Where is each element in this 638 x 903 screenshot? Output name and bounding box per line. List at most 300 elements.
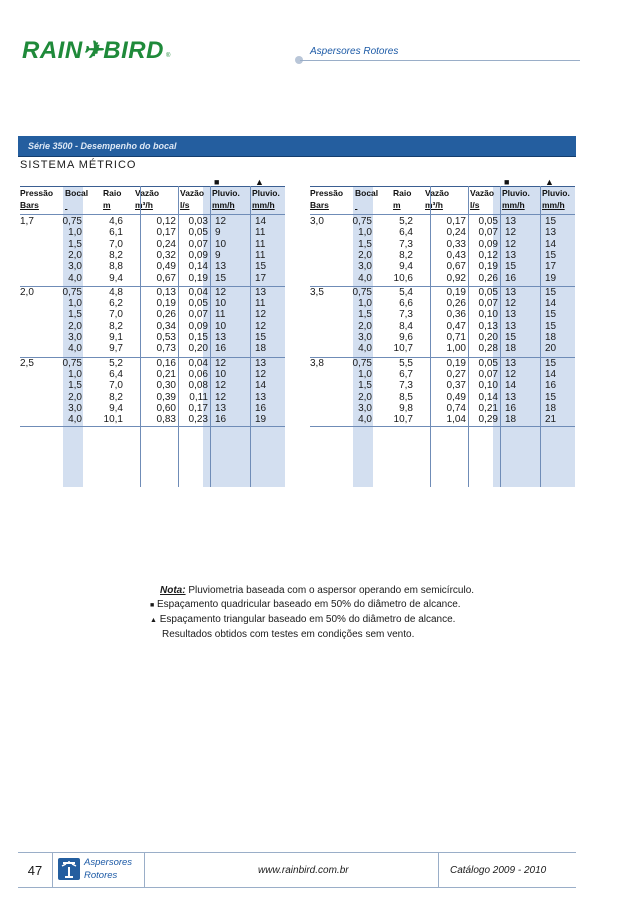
table-cell: 9,4	[109, 272, 123, 284]
column-header	[393, 187, 411, 211]
table-cell: 4,8	[109, 286, 123, 298]
table-cell: 4,0	[358, 343, 372, 355]
table-cell: 0,34	[156, 320, 176, 332]
column-header	[470, 187, 494, 211]
table-cell: 4,0	[68, 414, 82, 426]
table-cell: 12	[255, 368, 267, 380]
table-cell: 0,33	[446, 238, 466, 250]
column-header-line-1: Pluvio.	[542, 188, 570, 198]
table-cell: 0,04	[188, 357, 208, 369]
table-cell: 6,2	[109, 298, 123, 310]
table-cell: 0,07	[188, 309, 208, 321]
table-cell: 8,8	[109, 261, 123, 273]
note-line-2: Espaçamento quadricular baseado em 50% do diâmetro de alcance.	[157, 599, 461, 610]
table-cell: 0,29	[478, 414, 498, 426]
column-header-line-1: Pressão	[310, 188, 344, 198]
registered-mark: ®	[165, 53, 171, 59]
table-cell: 13	[505, 249, 517, 261]
table-cell: 10	[215, 368, 227, 380]
table-cell: 1,0	[68, 227, 82, 239]
table-cell: 18	[505, 414, 517, 426]
table-cell: 0,27	[446, 368, 466, 380]
table-cell: 11	[255, 298, 266, 310]
table-cell: 0,73	[156, 343, 176, 355]
table-cell: 0,07	[188, 238, 208, 250]
table-cell: 2,0	[68, 391, 82, 403]
table-cell: 12	[215, 216, 227, 227]
table-cell: 2,0	[68, 320, 82, 332]
performance-table-right	[310, 176, 575, 487]
table-cell: 0,19	[446, 357, 466, 369]
triangle-marker-icon: ▲	[255, 177, 264, 187]
table-cell: 5,2	[399, 216, 413, 227]
table-cell: 6,1	[109, 227, 123, 239]
table-cell: 16	[215, 343, 227, 355]
table-cell: 13	[505, 357, 517, 369]
table-cell: 19	[545, 272, 557, 284]
table-cell: 12	[505, 298, 517, 310]
table-cell: 3,0	[68, 261, 82, 273]
table-cell: 0,06	[188, 368, 208, 380]
table-cell: 10	[215, 320, 227, 332]
table-cell: 9,1	[109, 332, 123, 343]
triangle-marker-icon: ▲	[150, 617, 157, 624]
column-header	[135, 187, 159, 211]
table-cell: 0,07	[478, 368, 498, 380]
table-cell: 13	[505, 309, 517, 321]
table-cell: 10,6	[393, 272, 413, 284]
group-divider	[310, 357, 575, 358]
table-bottom-rule	[20, 426, 285, 427]
table-cell: 3,0	[358, 332, 372, 343]
pressure-value: 2,0	[20, 286, 34, 298]
table-cell: 17	[255, 272, 267, 284]
table-cell: 0,10	[478, 380, 498, 392]
table-cell: 0,04	[188, 286, 208, 298]
table-cell: 0,26	[446, 298, 466, 310]
table-cell: 0,43	[446, 249, 466, 261]
column-header	[20, 187, 53, 211]
table-cell: 0,32	[156, 249, 176, 261]
table-cell: 12	[215, 286, 227, 298]
table-cell: 0,26	[156, 309, 176, 321]
table-cell: 0,23	[188, 414, 208, 426]
table-cell: 13	[505, 286, 517, 298]
table-cell: 3,0	[68, 332, 82, 343]
column-separator	[540, 186, 541, 487]
table-cell: 0,07	[478, 227, 498, 239]
note-line-3: Espaçamento triangular baseado em 50% do diâmetro de alcance.	[159, 614, 456, 625]
brand-name: RAIN✈BIRD	[22, 36, 164, 64]
table-cell: 16	[215, 414, 227, 426]
column-header	[425, 187, 449, 211]
table-cell: 13	[215, 332, 227, 343]
table-cell: 1,0	[68, 368, 82, 380]
column-header-line-1: Vazão	[180, 188, 205, 198]
page-footer	[18, 852, 576, 888]
pressure-value: 3,8	[310, 357, 324, 369]
table-cell: 0,05	[188, 227, 208, 239]
table-cell: 9	[215, 249, 221, 261]
column-header-line-2: Bars	[20, 200, 39, 210]
table-cell: 14	[545, 368, 557, 380]
column-header-line-2: mm/h	[252, 200, 275, 210]
note-line-4: Resultados obtidos com testes em condições sem vento.	[162, 629, 415, 640]
footer-section-line-2: Rotores	[84, 870, 118, 881]
column-header-line-2: l/s	[180, 200, 190, 210]
pressure-value: 1,7	[20, 216, 34, 227]
table-cell: 15	[545, 216, 557, 227]
column-header-line-2: mm/h	[542, 200, 565, 210]
table-cell: 10,7	[393, 414, 413, 426]
table-cell: 13	[505, 391, 517, 403]
table-cell: 1,0	[358, 368, 372, 380]
table-cell: 0,75	[352, 286, 372, 298]
table-cell: 0,39	[156, 391, 176, 403]
square-marker-icon: ■	[214, 177, 220, 187]
table-cell: 0,05	[478, 286, 498, 298]
header-bottom-rule	[310, 214, 575, 215]
table-cell: 0,71	[446, 332, 466, 343]
table-cell: 6,7	[399, 368, 413, 380]
table-cell: 0,75	[352, 216, 372, 227]
pressure-value: 3,0	[310, 216, 324, 227]
table-cell: 0,53	[156, 332, 176, 343]
column-header-line-2: m³/h	[425, 200, 443, 210]
table-cell: 0,67	[156, 272, 176, 284]
table-cell: 15	[545, 391, 557, 403]
table-cell: 13	[255, 391, 267, 403]
triangle-marker-icon: ▲	[545, 177, 554, 187]
column-header-line-1: Pluvio.	[252, 188, 280, 198]
table-cell: 5,2	[109, 357, 123, 369]
section-title: Série 3500 - Desempenho do bocal	[28, 141, 177, 151]
table-cell: 12	[505, 368, 517, 380]
table-cell: 0,30	[156, 380, 176, 392]
table-cell: 7,0	[109, 309, 123, 321]
table-cell: 1,5	[358, 238, 372, 250]
table-cell: 12	[505, 238, 517, 250]
pressure-value: 2,5	[20, 357, 34, 369]
table-cell: 2,0	[358, 320, 372, 332]
column-header	[212, 187, 240, 211]
column-header-line-1: Pluvio.	[212, 188, 240, 198]
table-cell: 0,75	[352, 357, 372, 369]
group-divider	[310, 286, 575, 287]
table-cell: 10	[215, 298, 227, 310]
column-header-line-2	[355, 199, 378, 211]
table-cell: 0,67	[446, 261, 466, 273]
table-cell: 6,4	[109, 368, 123, 380]
table-cell: 0,28	[478, 343, 498, 355]
header-bottom-rule	[20, 214, 285, 215]
table-cell: 7,3	[399, 309, 413, 321]
table-cell: 7,0	[109, 380, 123, 392]
table-cell: 0,17	[446, 216, 466, 227]
table-cell: 0,09	[188, 320, 208, 332]
table-cell: 15	[545, 309, 557, 321]
table-cell: 0,13	[478, 320, 498, 332]
column-header	[65, 187, 88, 211]
column-header-line-2: m	[393, 200, 401, 210]
table-cell: 12	[215, 380, 227, 392]
table-cell: 9,4	[399, 261, 413, 273]
table-cell: 0,12	[156, 216, 176, 227]
table-cell: 13	[255, 286, 267, 298]
column-header-line-2: m³/h	[135, 200, 153, 210]
table-cell: 0,19	[188, 272, 208, 284]
column-header	[103, 187, 121, 211]
column-header-line-2	[65, 199, 88, 211]
table-cell: 1,0	[358, 227, 372, 239]
table-cell: 5,4	[399, 286, 413, 298]
table-cell: 16	[505, 402, 517, 414]
section-bar	[18, 136, 576, 157]
column-header-line-2: mm/h	[502, 200, 525, 210]
column-header-line-1: Bocal	[65, 188, 89, 198]
group-divider	[20, 357, 285, 358]
table-cell: 9,6	[399, 332, 413, 343]
column-separator	[178, 186, 179, 487]
column-header-line-1: Pluvio.	[502, 188, 530, 198]
footer-separator	[438, 853, 439, 887]
performance-table-left	[20, 176, 285, 487]
table-cell: 0,83	[156, 414, 176, 426]
table-cell: 0,21	[156, 368, 176, 380]
table-cell: 0,24	[446, 227, 466, 239]
table-cell: 12	[255, 320, 267, 332]
table-cell: 1,0	[358, 298, 372, 310]
table-cell: 12	[505, 227, 517, 239]
column-separator	[500, 186, 501, 487]
table-cell: 15	[215, 272, 227, 284]
system-subtitle: SISTEMA MÉTRICO	[20, 159, 137, 171]
table-cell: 0,08	[188, 380, 208, 392]
table-cell: 1,5	[358, 309, 372, 321]
table-cell: 0,75	[62, 216, 82, 227]
table-cell: 4,6	[109, 216, 123, 227]
table-cell: 13	[215, 261, 227, 273]
footer-section-line-1: Aspersores	[84, 857, 133, 868]
table-cell: 0,16	[156, 357, 176, 369]
table-cell: 18	[545, 402, 557, 414]
table-cell: 0,12	[478, 249, 498, 261]
column-separator	[468, 186, 469, 487]
table-cell: 8,2	[109, 391, 123, 403]
column-header-line-1: Raio	[393, 188, 412, 198]
table-cell: 0,09	[478, 238, 498, 250]
rain-bird-logo	[22, 36, 170, 64]
table-cell: 0,05	[188, 298, 208, 310]
table-cell: 13	[545, 227, 557, 239]
table-cell: 0,49	[446, 391, 466, 403]
table-cell: 0,20	[478, 332, 498, 343]
table-cell: 3,0	[68, 402, 82, 414]
table-cell: 1,5	[358, 380, 372, 392]
table-cell: 4,0	[68, 272, 82, 284]
header-divider	[300, 60, 580, 61]
table-cell: 7,3	[399, 380, 413, 392]
table-cell: 9,7	[109, 343, 123, 355]
table-cell: 4,0	[358, 414, 372, 426]
table-cell: 6,6	[399, 298, 413, 310]
table-cell: 3,0	[358, 402, 372, 414]
table-cell: 0,37	[446, 380, 466, 392]
square-marker-icon: ■	[150, 602, 155, 609]
column-separator	[250, 186, 251, 487]
table-cell: 15	[545, 320, 557, 332]
table-cell: 19	[255, 414, 267, 426]
table-cell: 0,14	[188, 261, 208, 273]
note-line-1: Pluviometria baseada com o aspersor operando em semicírculo.	[188, 585, 475, 596]
table-cell: 11	[255, 249, 266, 261]
table-cell: 8,2	[109, 249, 123, 261]
footer-section	[84, 856, 132, 882]
table-cell: 0,75	[62, 357, 82, 369]
square-marker-icon: ■	[504, 177, 510, 187]
table-cell: 0,75	[62, 286, 82, 298]
column-header	[310, 187, 343, 211]
table-cell: 13	[505, 320, 517, 332]
sprinkler-icon	[58, 858, 80, 880]
table-cell: 6,4	[399, 227, 413, 239]
table-cell: 14	[505, 380, 517, 392]
table-cell: 16	[505, 272, 517, 284]
table-cell: 0,74	[446, 402, 466, 414]
table-cell: 8,2	[399, 249, 413, 261]
table-cell: 1,5	[68, 238, 82, 250]
table-cell: 0,10	[478, 309, 498, 321]
table-cell: 15	[505, 332, 517, 343]
table-cell: 7,0	[109, 238, 123, 250]
table-cell: 7,3	[399, 238, 413, 250]
table-cell: 0,15	[188, 332, 208, 343]
table-cell: 18	[505, 343, 517, 355]
table-cell: 0,92	[446, 272, 466, 284]
table-cell: 2,0	[68, 249, 82, 261]
table-cell: 15	[545, 357, 557, 369]
table-cell: 14	[545, 298, 557, 310]
table-cell: 0,60	[156, 402, 176, 414]
notes-block	[150, 584, 475, 642]
column-header	[252, 187, 280, 211]
table-cell: 0,11	[189, 391, 208, 403]
table-cell: 12	[215, 391, 227, 403]
table-cell: 13	[255, 357, 267, 369]
table-cell: 0,24	[156, 238, 176, 250]
note-label: Nota:	[160, 585, 186, 596]
table-cell: 11	[255, 238, 266, 250]
pressure-value: 3,5	[310, 286, 324, 298]
table-cell: 15	[545, 249, 557, 261]
table-cell: 0,17	[156, 227, 176, 239]
column-separator	[140, 186, 141, 487]
table-cell: 8,2	[109, 320, 123, 332]
table-cell: 15	[255, 261, 267, 273]
table-cell: 0,05	[478, 357, 498, 369]
column-header-line-1: Vazão	[425, 188, 450, 198]
table-cell: 1,00	[446, 343, 466, 355]
table-cell: 1,5	[68, 309, 82, 321]
table-cell: 0,36	[446, 309, 466, 321]
column-header	[502, 187, 530, 211]
table-cell: 0,21	[478, 402, 498, 414]
table-cell: 5,5	[399, 357, 413, 369]
group-divider	[20, 286, 285, 287]
table-cell: 8,5	[399, 391, 413, 403]
table-cell: 9	[215, 227, 221, 239]
table-cell: 12	[215, 357, 227, 369]
table-cell: 16	[545, 380, 557, 392]
table-cell: 10,1	[103, 414, 123, 426]
table-cell: 0,17	[188, 402, 208, 414]
table-cell: 11	[215, 309, 226, 321]
table-cell: 14	[545, 238, 557, 250]
table-cell: 1,04	[446, 414, 466, 426]
table-cell: 0,03	[188, 216, 208, 227]
column-separator	[430, 186, 431, 487]
table-cell: 13	[215, 402, 227, 414]
table-cell: 0,19	[478, 261, 498, 273]
table-cell: 15	[255, 332, 267, 343]
column-header-line-1: Bocal	[355, 188, 379, 198]
table-cell: 0,14	[478, 391, 498, 403]
table-cell: 0,19	[446, 286, 466, 298]
column-header-line-1: Vazão	[135, 188, 160, 198]
table-cell: 4,0	[68, 343, 82, 355]
table-cell: 0,07	[478, 298, 498, 310]
table-cell: 9,4	[109, 402, 123, 414]
table-cell: 20	[545, 343, 557, 355]
column-header-line-2: m	[103, 200, 111, 210]
column-header	[355, 187, 378, 211]
table-cell: 15	[505, 261, 517, 273]
table-cell: 3,0	[358, 261, 372, 273]
table-cell: 9,8	[399, 402, 413, 414]
column-separator	[210, 186, 211, 487]
table-cell: 14	[255, 380, 267, 392]
table-cell: 2,0	[358, 249, 372, 261]
table-cell: 10,7	[393, 343, 413, 355]
table-cell: 18	[545, 332, 557, 343]
table-cell: 16	[255, 402, 267, 414]
column-header-line-1: Raio	[103, 188, 122, 198]
column-header-line-2: Bars	[310, 200, 329, 210]
column-header-line-1: Pressão	[20, 188, 54, 198]
table-cell: 0,26	[478, 272, 498, 284]
table-cell: 21	[545, 414, 557, 426]
column-header-line-2: mm/h	[212, 200, 235, 210]
column-header	[542, 187, 570, 211]
page-number: 47	[18, 853, 53, 887]
table-bottom-rule	[310, 426, 575, 427]
table-cell: 13	[505, 216, 517, 227]
table-cell: 8,4	[399, 320, 413, 332]
table-cell: 0,20	[188, 343, 208, 355]
footer-url[interactable]: www.rainbird.com.br	[258, 865, 349, 876]
table-cell: 0,05	[478, 216, 498, 227]
table-cell: 0,19	[156, 298, 176, 310]
table-cell: 2,0	[358, 391, 372, 403]
table-cell: 4,0	[358, 272, 372, 284]
column-header	[180, 187, 204, 211]
table-cell: 0,49	[156, 261, 176, 273]
table-cell: 12	[255, 309, 267, 321]
table-cell: 1,0	[68, 298, 82, 310]
table-cell: 1,5	[68, 380, 82, 392]
table-cell: 17	[545, 261, 557, 273]
table-cell: 0,13	[156, 286, 176, 298]
